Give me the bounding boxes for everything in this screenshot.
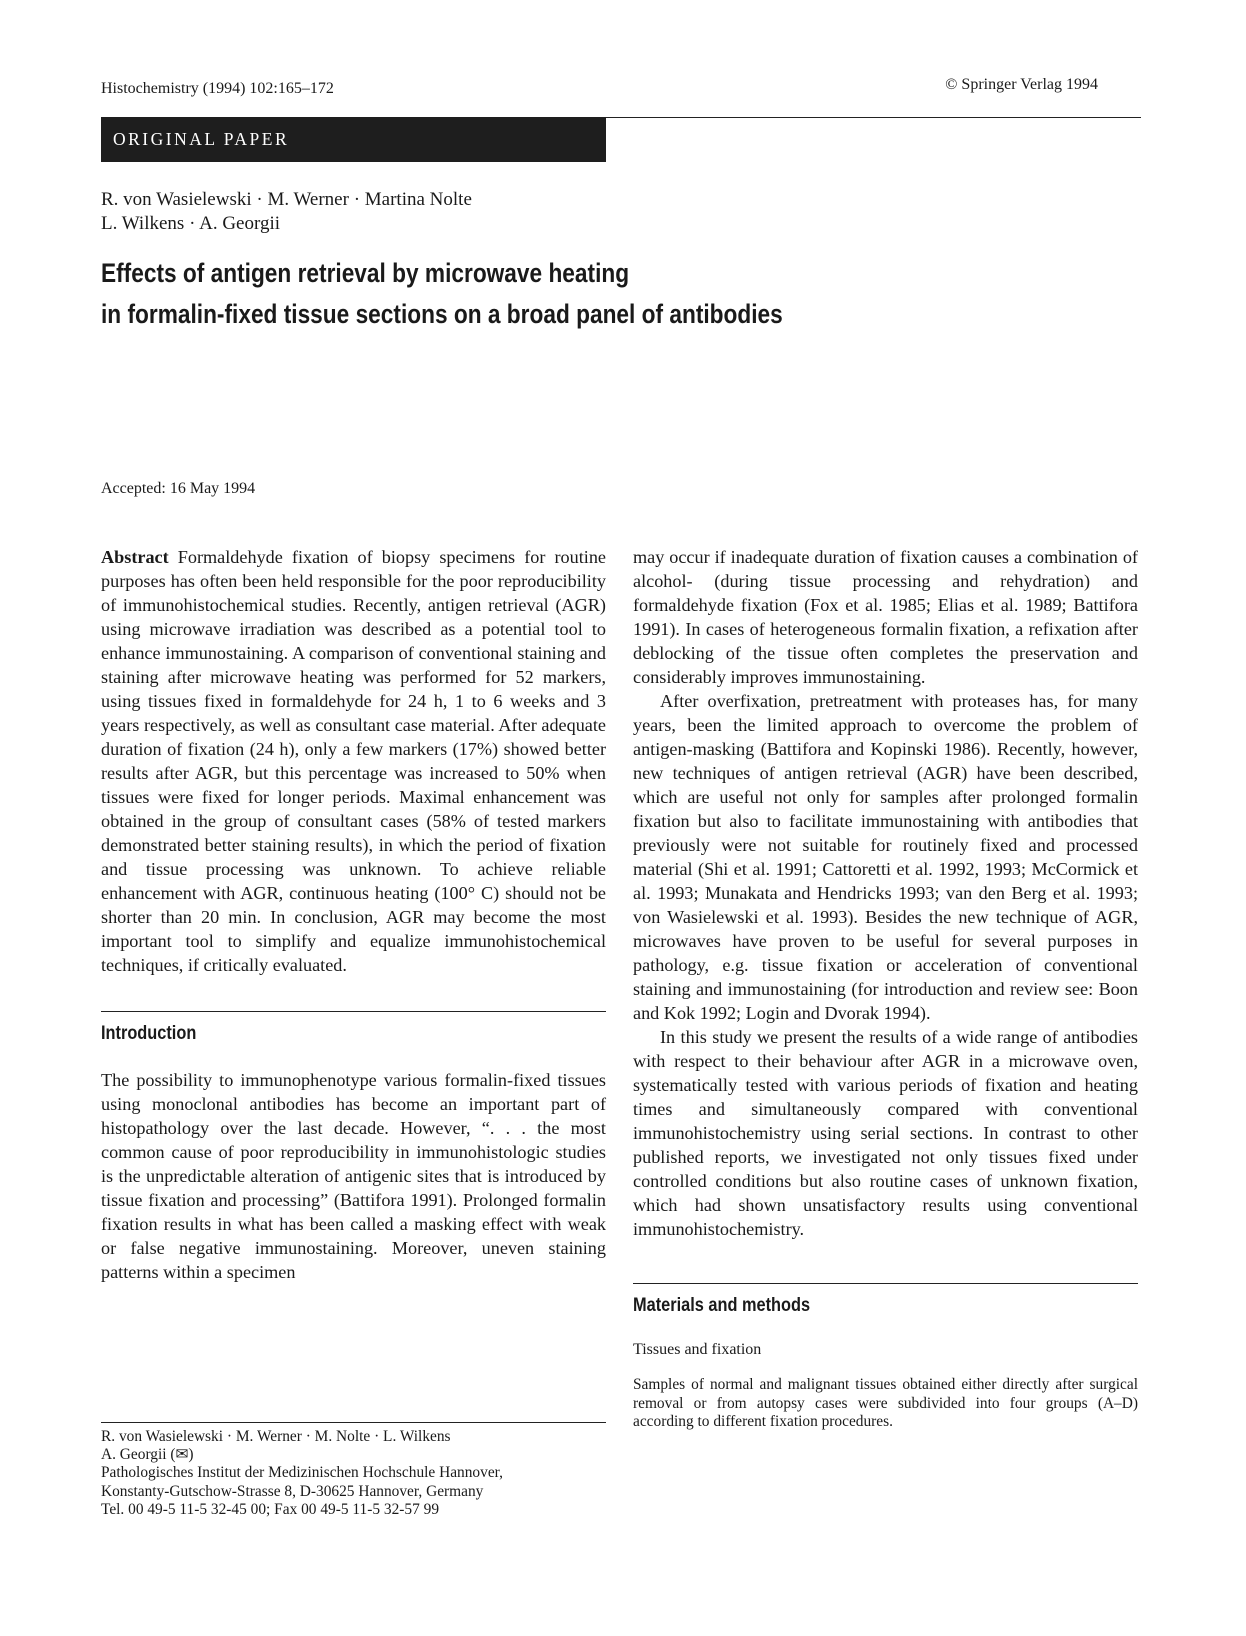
accepted-date: Accepted: 16 May 1994 xyxy=(101,480,256,497)
introduction-paragraph-1: The possibility to immunophenotype various formalin-fixed tissues using monoclonal antibodies has become an important part of histopathology over the last decade. However, “. . . the most common cause of poor reproducibility in immunohistologic studies is the unpredictable alteration of antigenic sites that is introduced by tissue fixation and processing” (Battifora 1991). Prolonged formalin fixation results in what has been called a masking effect with weak or false negative immunostaining. Moreover, uneven staining patterns within a specimen xyxy=(101,1070,606,1282)
introduction-paragraph-2: After overfixation, pretreatment with proteases has, for many years, been the limited approach to overcome the problem of antigen-masking (Battifora and Kopinski 1986). Recently, however, new techniques of antigen retrieval (AGR) have been described, which are useful not only for samples after prolonged formalin fixation but also to facilitate immunostaining with antibodies that previously were not suitable for routinely fixed and processed material (Shi et al. 1991; Cattoretti et al. 1992, 1993; McCormick et al. 1993; Munakata and Hendricks 1993; van den Berg et al. 1993; von Wasielewski et al. 1993). Besides the new technique of AGR, microwaves have proven to be useful for several purposes in pathology, e.g. tissue fixation or acceleration of conventional staining and immunostaining (for introduction and review see: Boon and Kok 1992; Login and Dvorak 1994). xyxy=(633,691,1138,1023)
copyright-notice: © Springer Verlag 1994 xyxy=(945,76,1098,93)
left-column xyxy=(101,545,606,1284)
introduction-paragraph-3: In this study we present the results of a wide range of antibodies with respect to their behaviour after AGR in a microwave oven, systematically tested with various periods of fixation and heating times and simultaneously compared with conventional immunohistochemistry using serial sections. In contrast to other published reports, we investigated not only tissues fixed under controlled conditions but also routine cases of unknown fixation, which had shown unsatisfactory results using conventional immunohistochemistry. xyxy=(633,1027,1138,1239)
author-line-2: L. Wilkens · A. Georgii xyxy=(101,213,281,234)
introduction-rule xyxy=(101,1011,606,1012)
author-line-1: R. von Wasielewski · M. Werner · Martina Nolte xyxy=(101,189,472,210)
introduction-paragraph-1-continued: may occur if inadequate duration of fixation causes a combination of alcohol- (during tissue processing and rehydration) and formaldehyde fixation (Fox et al. 1985; Elias et al. 1989; Battifora 1991). In cases of heterogeneous formalin fixation, a refixation after deblocking of the tissue often completes the preservation and considerably improves immunostaining. xyxy=(633,547,1138,687)
introduction-heading: Introduction xyxy=(101,1023,197,1044)
footnote-rule xyxy=(101,1422,606,1423)
methods-text: Samples of normal and malignant tissues obtained either directly after surgical removal or from autopsy cases were subdivided into four groups (A–D) according to different fixation procedures. xyxy=(633,1376,1138,1430)
methods-subheading: Tissues and fixation xyxy=(633,1341,762,1358)
title-line-1: Effects of antigen retrieval by microwave heating xyxy=(101,258,630,288)
abstract-label: Abstract xyxy=(101,547,169,567)
author-affiliation-footnote xyxy=(101,1428,606,1519)
abstract-text: Formaldehyde fixation of biopsy specimens for routine purposes has often been held responsible for the poor reproducibility of immunohistochemical studies. Recently, antigen retrieval (AGR) using microwave irradiation was described as a potential tool to enhance immunostaining. A comparison of conventional staining and staining after microwave heating was performed for 52 markers, using tissues fixed in formaldehyde for 24 h, 1 to 6 weeks and 3 years respectively, as well as consultant case material. After adequate duration of fixation (24 h), only a few markers (17%) showed better results after AGR, but this percentage was increased to 50% when tissues were fixed for longer periods. Maximal enhancement was obtained in the group of consultant cases (58% of tested markers demonstrated better staining results), in which the period of fixation and tissue processing was unknown. To achieve reliable enhancement with AGR, continuous heating (100° C) should not be shorter than 20 min. In conclusion, AGR may become the most important tool to simplify and equalize immunohistochemical techniques, if critically evaluated. xyxy=(101,547,606,975)
footnote-line-1: R. von Wasielewski · M. Werner · M. Nolte · L. Wilkens xyxy=(101,1428,451,1445)
paper-type-banner: ORIGINAL PAPER xyxy=(101,117,606,162)
methods-heading: Materials and methods xyxy=(633,1295,811,1316)
footnote-line-3: Pathologisches Institut der Medizinischen Hochschule Hannover, xyxy=(101,1464,504,1482)
footnote-line-5: Tel. 00 49-5 11-5 32-45 00; Fax 00 49-5 11-5 32-57 99 xyxy=(101,1500,440,1518)
methods-rule xyxy=(633,1283,1138,1284)
footnote-line-2: A. Georgii (✉) xyxy=(101,1446,194,1464)
abstract xyxy=(101,545,606,977)
footnote-line-4: Konstanty-Gutschow-Strasse 8, D-30625 Hannover, Germany xyxy=(101,1482,484,1500)
right-column xyxy=(633,545,1138,1432)
title-line-2: in formalin-fixed tissue sections on a broad panel of antibodies xyxy=(101,299,783,329)
author-list xyxy=(101,188,472,236)
journal-citation: Histochemistry (1994) 102:165–172 xyxy=(101,80,334,97)
paper-title xyxy=(101,253,783,335)
